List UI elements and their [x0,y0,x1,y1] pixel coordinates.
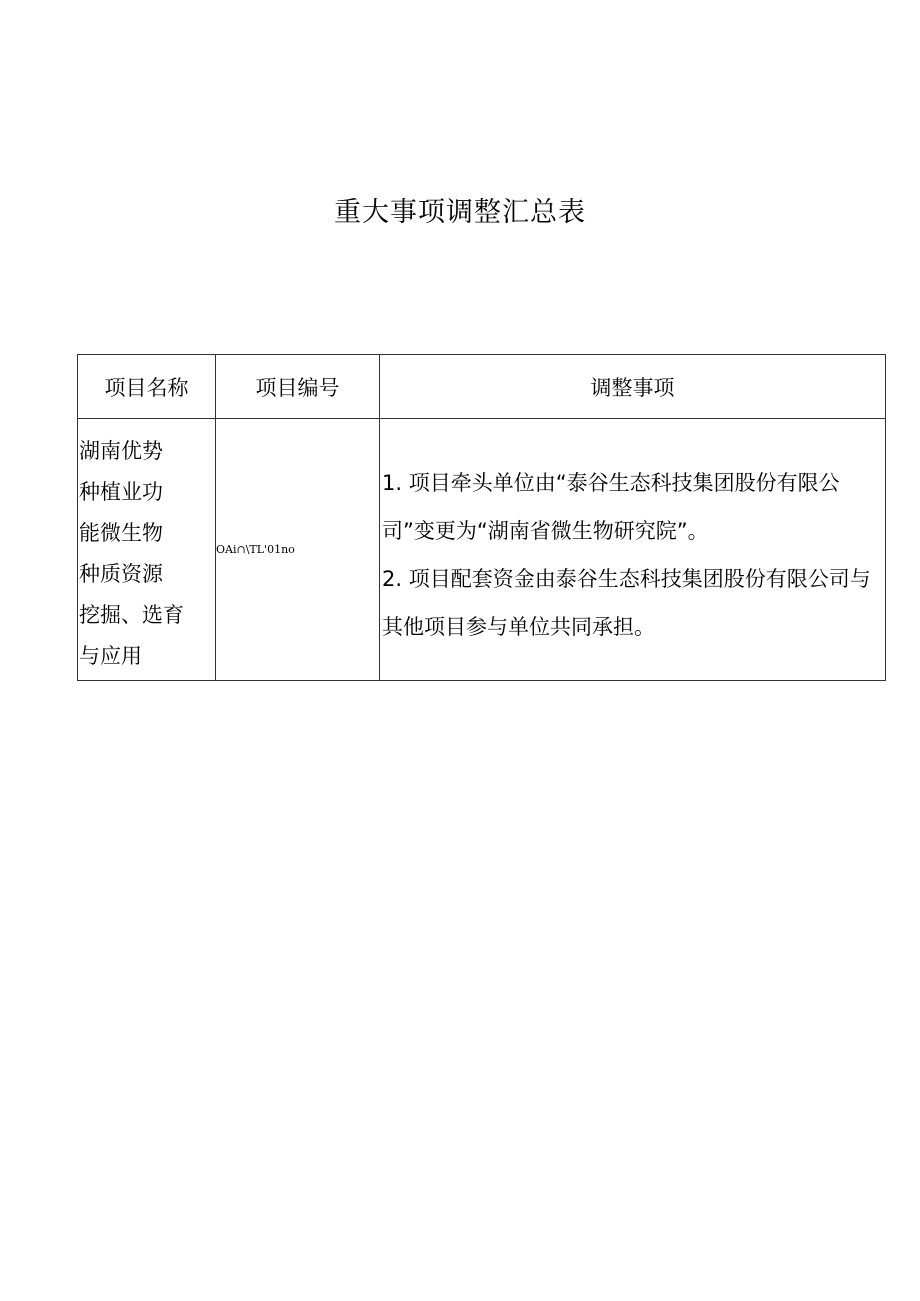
project-name [78,419,215,677]
project-name-line: 种质资源 [79,562,163,586]
project-name-line: 挖掘、选育 [79,603,184,627]
project-name-line: 能微生物 [79,521,163,545]
adjustment-summary-table [77,354,886,681]
page-title: 重大事项调整汇总表 [334,197,586,228]
project-name-line: 种植业功 [79,480,163,504]
header-project-name: 项目名称 [78,355,216,419]
adjustment-item: 1. 项目牵头单位由“泰谷生态科技集团股份有限公司”变更为“湖南省微生物研究院”。 [382,471,840,543]
project-name-line: 与应用 [79,644,142,668]
header-adjustment-items: 调整事项 [380,355,886,419]
adjustment-items-cell [380,419,886,681]
project-name-cell [78,419,216,681]
table-header-row [78,355,886,419]
adjustment-item: 2. 项目配套资金由泰谷生态科技集团股份有限公司与其他项目参与单位共同承担。 [382,567,871,639]
adjustment-list [380,419,885,651]
project-name-line: 湖南优势 [79,439,163,463]
project-code: OAi∩\TL'01no [216,419,380,681]
header-project-code: 项目编号 [216,355,380,419]
table-row [78,419,886,681]
